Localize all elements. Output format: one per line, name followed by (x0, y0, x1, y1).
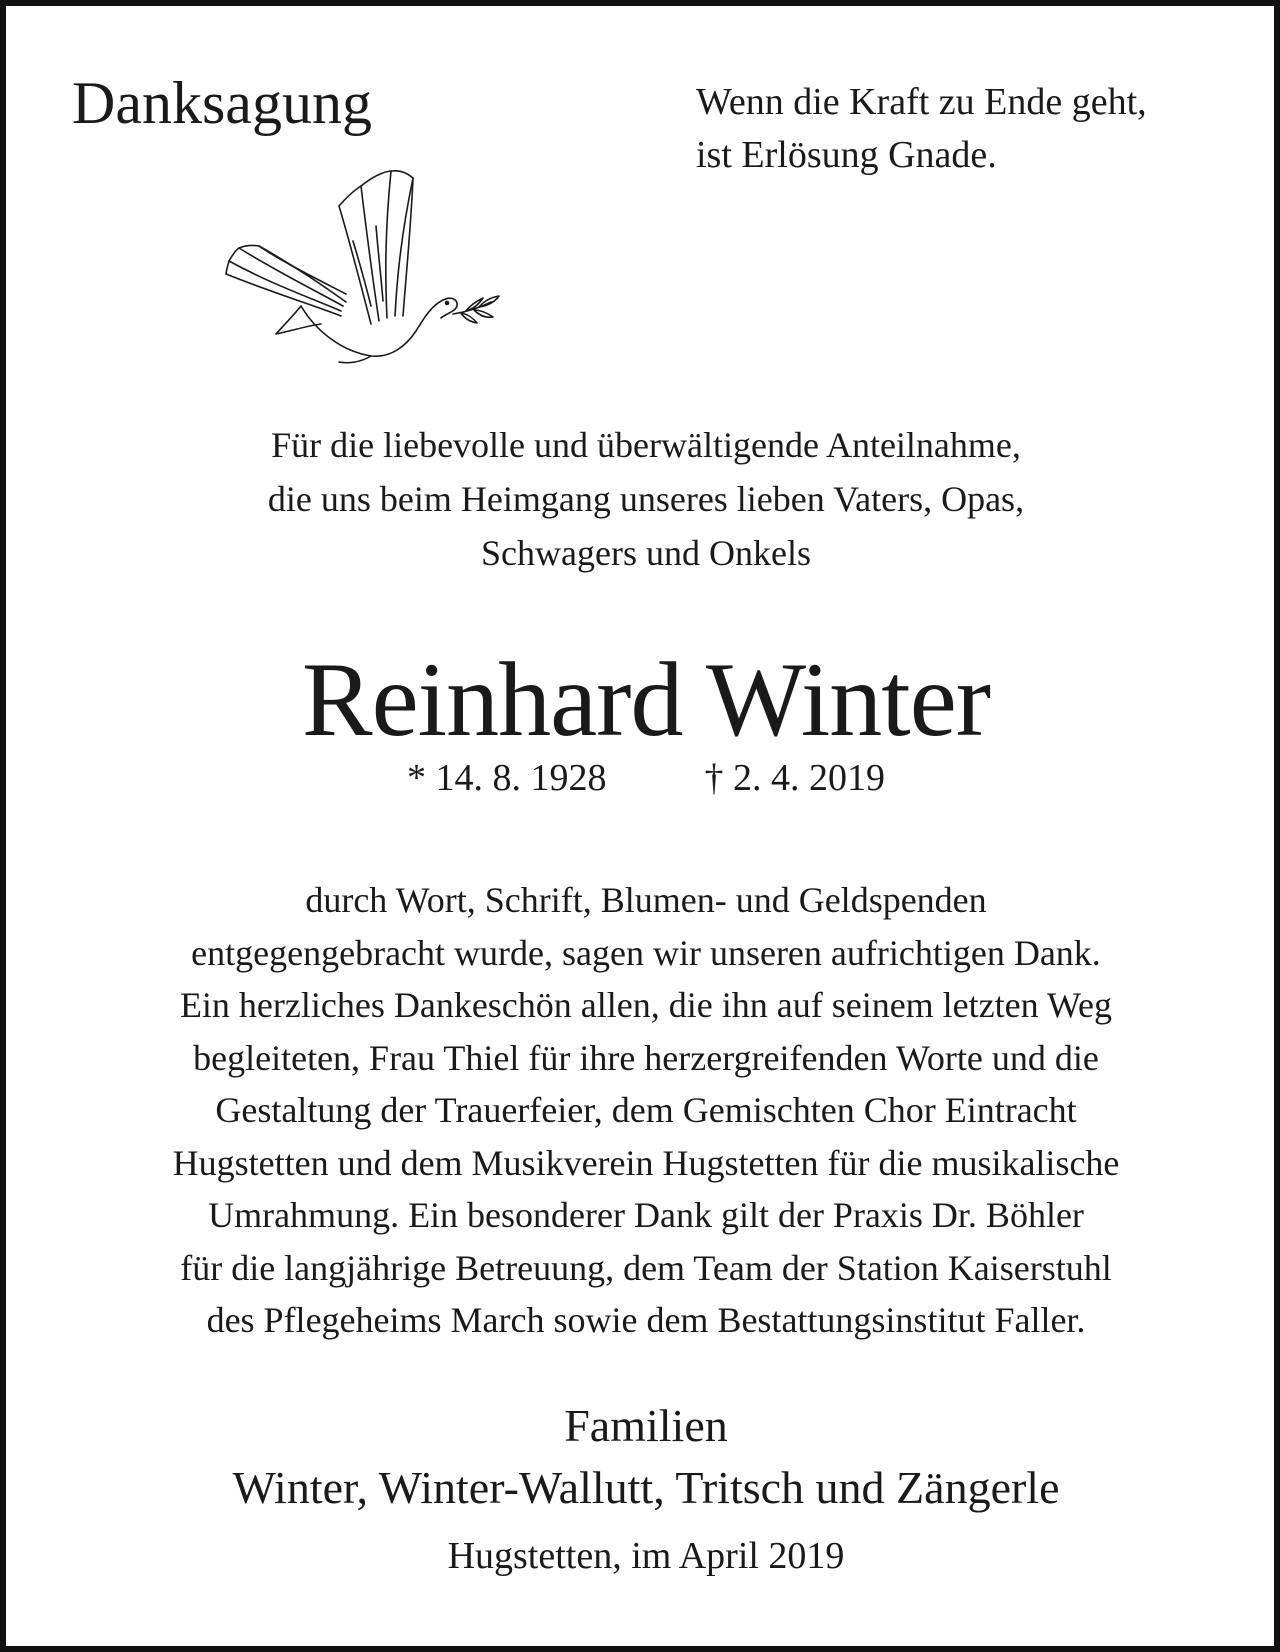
body-line: des Pflegeheims March sowie dem Bestattungsinstitut Faller. (206, 1300, 1086, 1340)
body-line: für die langjährige Betreuung, dem Team der Station Kaiserstuhl (180, 1247, 1112, 1288)
intro-line: die uns beim Heimgang unseres lieben Vaters, Opas, (267, 479, 1025, 519)
page-title: Danksagung (72, 70, 372, 136)
place-date: Hugstetten, im April 2019 (447, 1535, 845, 1577)
motto-line: ist Erlösung Gnade. (696, 134, 997, 177)
signature-names: Winter, Winter-Wallutt, Tritsch und Zängerle (232, 1462, 1060, 1513)
intro-line: Schwagers und Onkels (481, 533, 811, 573)
deceased-name: Reinhard Winter (301, 641, 991, 758)
motto-quote (696, 76, 1147, 182)
motto-line: Wenn die Kraft zu Ende geht, (696, 81, 1147, 123)
body-line: Ein herzliches Dankeschön allen, die ihn auf seinem letzten Weg (179, 985, 1113, 1025)
intro-text (46, 418, 1246, 580)
body-line: Gestaltung der Trauerfeier, dem Gemischten Chor Eintracht (215, 1090, 1077, 1130)
body-line: durch Wort, Schrift, Blumen- und Geldspenden (305, 880, 987, 920)
signature-label: Familien (564, 1400, 728, 1451)
death-date: † 2. 4. 2019 (704, 757, 885, 799)
life-dates (46, 756, 1246, 802)
birth-date: * 14. 8. 1928 (407, 757, 607, 799)
dove-with-olive-branch-icon (221, 166, 501, 381)
body-line: Hugstetten und dem Musikverein Hugstetten für die musikalische (172, 1142, 1120, 1183)
body-line: Umrahmung. Ein besonderer Dank gilt der Praxis Dr. Böhler (208, 1195, 1084, 1235)
intro-line: Für die liebevolle und überwältigende Anteilnahme, (271, 425, 1021, 465)
body-line: entgegengebracht wurde, sagen wir unseren aufrichtigen Dank. (191, 932, 1101, 973)
body-line: begleiteten, Frau Thiel für ihre herzergreifenden Worte und die (193, 1037, 1099, 1078)
thanks-text (46, 874, 1246, 1347)
